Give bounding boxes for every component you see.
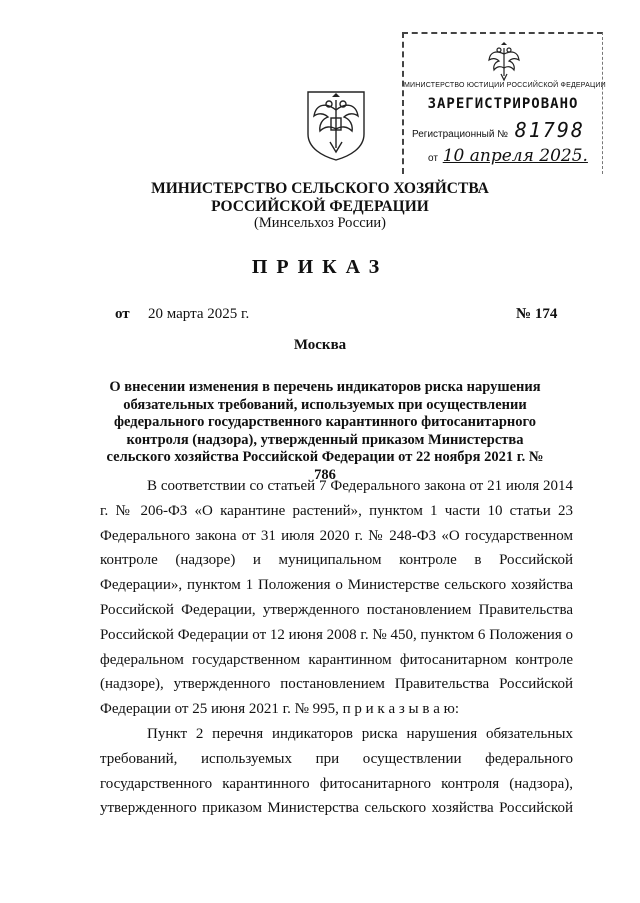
order-subject: О внесении изменения в перечень индикаторов риска нарушения обязательных требований, используемых при осуществлении федерального государственного карантинного фитосанитарного контроля (надзора), утвержденный приказом Министерства сельского хозяйства Российской Федерации от 22 ноября 2021 г. № 786 <box>106 379 544 483</box>
stamp-date-prefix: от <box>428 153 438 164</box>
stamp-reg-label: Регистрационный № <box>412 129 508 140</box>
document-type-title: ПРИКАЗ <box>251 256 389 278</box>
stamp-date: 10 апреля 2025. <box>442 146 588 166</box>
date-prefix: от <box>115 306 130 322</box>
stamp-registered-label: ЗАРЕГИСТРИРОВАНО <box>427 96 579 112</box>
coat-of-arms-icon <box>300 82 372 162</box>
city: Москва <box>293 337 347 353</box>
order-date: 20 марта 2025 г. <box>148 306 250 322</box>
order-number: № 174 <box>516 306 558 322</box>
body-paragraph-2: Пункт 2 перечня индикаторов риска нарушения обязательных требований, используемых при осуществлении федерального государственного карантинного фитосанитарного контроля (надзора), утвержденного приказом Министерства сельского хозяйства Российской <box>100 726 573 817</box>
stamp-emblem-icon <box>486 42 522 82</box>
stamp-reg-number: 81798 <box>514 118 585 142</box>
registration-stamp <box>402 32 606 174</box>
ministry-short-name: (Минсельхоз России) <box>254 215 386 231</box>
body-paragraph-1: В соответствии со статьей 7 Федерального закона от 21 июля 2014 г. № 206-ФЗ «О карантине растений», пунктом 1 части 10 статьи 23 Федерального закона от 31 июля 2020 г. № 248-ФЗ «О государственном контроле (надзоре) и муниципальном контроле в Российской Федерации», пунктом 1 Положения о Министерстве сельского хозяйства Российской Федерации, утвержденного постановлением Правительства Российской Федерации от 12 июня 2008 г. № 450, пунктом 6 Положения о федеральном государственном карантинном фитосанитарном контроле (надзоре), утвержденного постановлением Правительства Российской Федерации от 25 июня 2021 г. № 995, п р и к а з ы в а ю: <box>100 478 573 718</box>
stamp-ministry-name: МИНИСТЕРСТВО ЮСТИЦИИ РОССИЙСКОЙ ФЕДЕРАЦИИ <box>404 82 606 89</box>
stamp-registration-row <box>412 118 585 142</box>
stamp-date-row <box>428 146 588 166</box>
ministry-name-line2: РОССИЙСКОЙ ФЕДЕРАЦИИ <box>211 198 429 215</box>
ministry-name-line1: МИНИСТЕРСТВО СЕЛЬСКОГО ХОЗЯЙСТВА <box>151 180 489 197</box>
